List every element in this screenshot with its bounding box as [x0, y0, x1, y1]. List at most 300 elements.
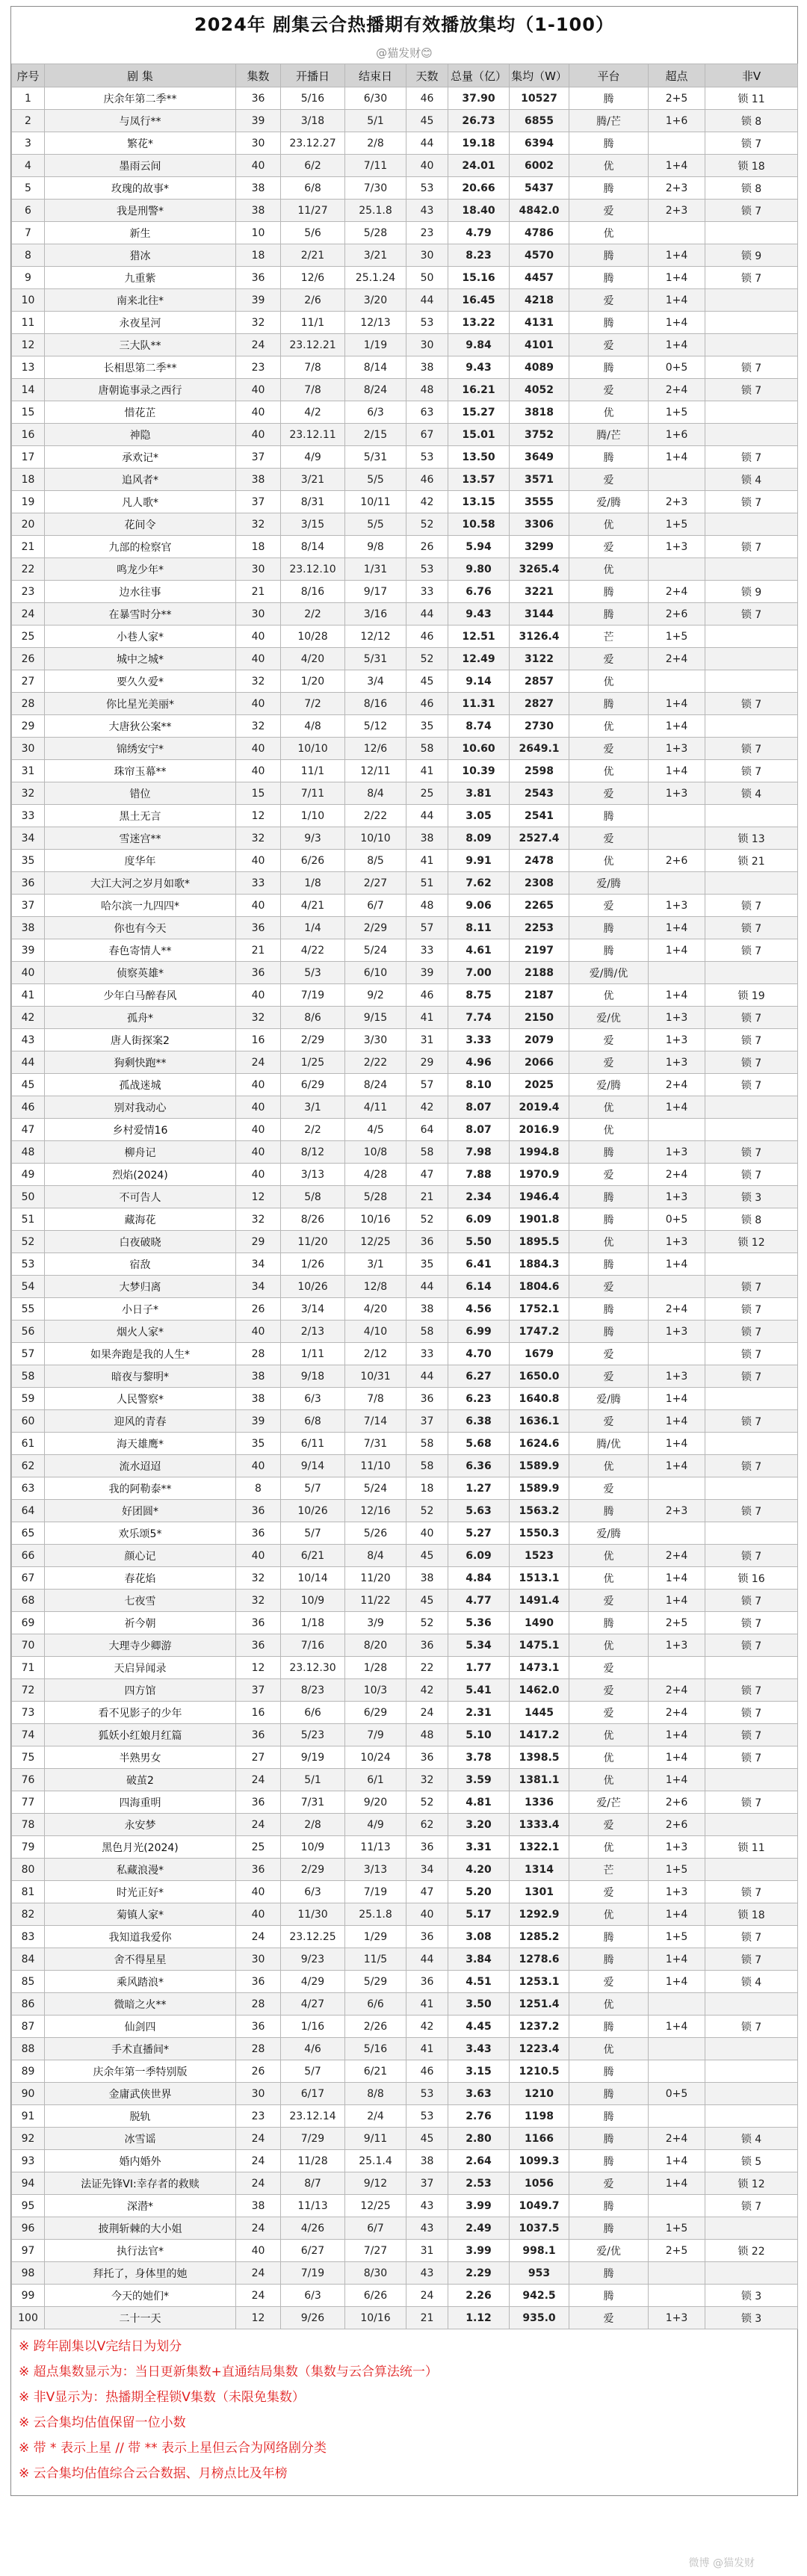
- cell-non-vip: 锁 7: [705, 1029, 798, 1051]
- cell-end-date: 12/25: [345, 2195, 406, 2217]
- cell-non-vip: [705, 1119, 798, 1141]
- cell-end-date: 11/5: [345, 1948, 406, 1971]
- cell-per-episode: 1679: [510, 1343, 569, 1365]
- table-row: [12, 850, 798, 872]
- cell-days: 33: [406, 1343, 448, 1365]
- cell-super-advance: 2+3: [649, 200, 705, 222]
- cell-super-advance: [649, 962, 705, 984]
- cell-days: 64: [406, 1119, 448, 1141]
- cell-start-date: 1/11: [281, 1343, 345, 1365]
- cell-episodes: 32: [236, 1590, 281, 1612]
- cell-days: 33: [406, 581, 448, 603]
- cell-platform: 腾: [569, 177, 649, 200]
- cell-rank: 51: [12, 1208, 45, 1231]
- cell-total: 6.41: [448, 1253, 510, 1276]
- cell-rank: 41: [12, 984, 45, 1007]
- cell-end-date: 8/20: [345, 1634, 406, 1657]
- cell-episodes: 24: [236, 2128, 281, 2150]
- cell-platform: 爱/腾: [569, 872, 649, 895]
- cell-total: 4.96: [448, 1051, 510, 1074]
- cell-non-vip: [705, 558, 798, 581]
- table-row: [12, 895, 798, 917]
- table-row: [12, 962, 798, 984]
- cell-per-episode: 1333.4: [510, 1814, 569, 1836]
- cell-per-episode: 2541: [510, 805, 569, 827]
- cell-start-date: 5/8: [281, 1186, 345, 1208]
- cell-episodes: 36: [236, 962, 281, 984]
- cell-rank: 79: [12, 1836, 45, 1859]
- cell-total: 3.84: [448, 1948, 510, 1971]
- cell-platform: 优: [569, 401, 649, 424]
- table-row: [12, 1859, 798, 1881]
- cell-platform: 芒: [569, 626, 649, 648]
- cell-start-date: 6/11: [281, 1433, 345, 1455]
- cell-super-advance: 0+5: [649, 2083, 705, 2105]
- cell-non-vip: 锁 7: [705, 939, 798, 962]
- cell-per-episode: 1253.1: [510, 1971, 569, 1993]
- cell-start-date: 1/10: [281, 805, 345, 827]
- table-row: [12, 1500, 798, 1522]
- column-header-super-advance: 超点: [649, 64, 705, 87]
- cell-platform: 腾: [569, 603, 649, 626]
- cell-super-advance: 1+3: [649, 1029, 705, 1051]
- cell-super-advance: 2+4: [649, 648, 705, 670]
- cell-per-episode: 1398.5: [510, 1746, 569, 1769]
- cell-start-date: 10/26: [281, 1500, 345, 1522]
- cell-super-advance: 1+4: [649, 984, 705, 1007]
- cell-rank: 69: [12, 1612, 45, 1634]
- cell-per-episode: 5437: [510, 177, 569, 200]
- cell-days: 47: [406, 1164, 448, 1186]
- cell-start-date: 6/6: [281, 1702, 345, 1724]
- cell-per-episode: 1473.1: [510, 1657, 569, 1679]
- cell-show-title: 黑土无言: [45, 805, 236, 827]
- cell-rank: 29: [12, 715, 45, 738]
- cell-show-title: 烟火人家*: [45, 1321, 236, 1343]
- ranking-sheet: [10, 6, 798, 2496]
- footnote: ※ 非V显示为：热播期全程锁V集数（未限免集数）: [19, 2390, 305, 2405]
- cell-super-advance: 1+4: [649, 1567, 705, 1590]
- cell-super-advance: 1+3: [649, 895, 705, 917]
- table-row: [12, 1948, 798, 1971]
- table-row: [12, 1096, 798, 1119]
- cell-start-date: 23.12.30: [281, 1657, 345, 1679]
- cell-per-episode: 3306: [510, 513, 569, 536]
- cell-per-episode: 10527: [510, 87, 569, 110]
- cell-rank: 52: [12, 1231, 45, 1253]
- cell-platform: 优: [569, 558, 649, 581]
- cell-super-advance: 1+4: [649, 1971, 705, 1993]
- cell-platform: 爱/优: [569, 1007, 649, 1029]
- cell-total: 3.99: [448, 2240, 510, 2262]
- cell-show-title: 迎风的青春: [45, 1410, 236, 1433]
- cell-platform: 爱: [569, 782, 649, 805]
- cell-super-advance: 2+4: [649, 1702, 705, 1724]
- cell-non-vip: [705, 626, 798, 648]
- cell-days: 35: [406, 1253, 448, 1276]
- cell-episodes: 40: [236, 1903, 281, 1926]
- cell-rank: 31: [12, 760, 45, 782]
- cell-super-advance: 2+6: [649, 1791, 705, 1814]
- cell-start-date: 23.12.27: [281, 132, 345, 155]
- table-row: [12, 1881, 798, 1903]
- cell-non-vip: [705, 289, 798, 312]
- cell-days: 45: [406, 110, 448, 132]
- cell-rank: 46: [12, 1096, 45, 1119]
- cell-end-date: 10/10: [345, 827, 406, 850]
- cell-days: 42: [406, 2016, 448, 2038]
- cell-total: 7.98: [448, 1141, 510, 1164]
- cell-show-title: 孤战迷城: [45, 1074, 236, 1096]
- cell-non-vip: 锁 7: [705, 1455, 798, 1477]
- table-row: [12, 2195, 798, 2217]
- cell-non-vip: [705, 1993, 798, 2016]
- cell-episodes: 38: [236, 200, 281, 222]
- cell-rank: 64: [12, 1500, 45, 1522]
- cell-platform: 腾: [569, 244, 649, 267]
- cell-days: 52: [406, 1500, 448, 1522]
- table-row: [12, 491, 798, 513]
- cell-end-date: 5/31: [345, 446, 406, 469]
- cell-start-date: 2/2: [281, 1119, 345, 1141]
- cell-show-title: 边水往事: [45, 581, 236, 603]
- cell-total: 2.26: [448, 2285, 510, 2307]
- cell-super-advance: 2+4: [649, 1074, 705, 1096]
- cell-rank: 72: [12, 1679, 45, 1702]
- cell-super-advance: 1+3: [649, 1051, 705, 1074]
- cell-super-advance: [649, 469, 705, 491]
- cell-total: 9.84: [448, 334, 510, 356]
- cell-per-episode: 2016.9: [510, 1119, 569, 1141]
- cell-days: 30: [406, 334, 448, 356]
- cell-super-advance: [649, 2038, 705, 2060]
- cell-show-title: 九重紫: [45, 267, 236, 289]
- cell-episodes: 39: [236, 110, 281, 132]
- cell-super-advance: 1+3: [649, 1365, 705, 1388]
- cell-total: 3.05: [448, 805, 510, 827]
- cell-rank: 17: [12, 446, 45, 469]
- cell-show-title: 大唐狄公案**: [45, 715, 236, 738]
- cell-days: 22: [406, 1657, 448, 1679]
- cell-start-date: 2/21: [281, 244, 345, 267]
- cell-episodes: 30: [236, 2083, 281, 2105]
- cell-total: 8.07: [448, 1119, 510, 1141]
- cell-total: 4.77: [448, 1590, 510, 1612]
- cell-end-date: 3/13: [345, 1859, 406, 1881]
- cell-super-advance: 1+4: [649, 1590, 705, 1612]
- cell-total: 8.09: [448, 827, 510, 850]
- cell-per-episode: 2649.1: [510, 738, 569, 760]
- cell-per-episode: 1049.7: [510, 2195, 569, 2217]
- cell-total: 24.01: [448, 155, 510, 177]
- cell-days: 35: [406, 715, 448, 738]
- cell-end-date: 2/12: [345, 1343, 406, 1365]
- cell-end-date: 12/16: [345, 1500, 406, 1522]
- cell-show-title: 烈焰(2024): [45, 1164, 236, 1186]
- cell-episodes: 38: [236, 1365, 281, 1388]
- cell-days: 52: [406, 1208, 448, 1231]
- table-row: [12, 446, 798, 469]
- cell-super-advance: 1+5: [649, 401, 705, 424]
- table-row: [12, 1388, 798, 1410]
- cell-days: 44: [406, 289, 448, 312]
- ranking-table: [11, 64, 798, 2329]
- table-row: [12, 1791, 798, 1814]
- cell-end-date: 5/24: [345, 1477, 406, 1500]
- cell-rank: 50: [12, 1186, 45, 1208]
- cell-non-vip: [705, 1769, 798, 1791]
- cell-rank: 61: [12, 1433, 45, 1455]
- cell-days: 53: [406, 2083, 448, 2105]
- cell-super-advance: 1+3: [649, 1634, 705, 1657]
- cell-total: 6.23: [448, 1388, 510, 1410]
- cell-start-date: 9/26: [281, 2307, 345, 2329]
- cell-total: 4.20: [448, 1859, 510, 1881]
- cell-show-title: 鸣龙少年*: [45, 558, 236, 581]
- cell-episodes: 12: [236, 1657, 281, 1679]
- cell-rank: 36: [12, 872, 45, 895]
- cell-end-date: 5/16: [345, 2038, 406, 2060]
- cell-per-episode: 1099.3: [510, 2150, 569, 2172]
- cell-per-episode: 3144: [510, 603, 569, 626]
- cell-platform: 优: [569, 1746, 649, 1769]
- cell-episodes: 24: [236, 1814, 281, 1836]
- cell-total: 3.81: [448, 782, 510, 805]
- cell-show-title: 乘风踏浪*: [45, 1971, 236, 1993]
- cell-super-advance: 1+3: [649, 738, 705, 760]
- cell-start-date: 1/16: [281, 2016, 345, 2038]
- footnote: ※ 云合集均估值保留一位小数: [19, 2415, 186, 2430]
- cell-super-advance: 1+5: [649, 2217, 705, 2240]
- cell-non-vip: 锁 7: [705, 1410, 798, 1433]
- cell-end-date: 10/16: [345, 1208, 406, 1231]
- cell-start-date: 1/25: [281, 1051, 345, 1074]
- cell-platform: 优: [569, 1724, 649, 1746]
- cell-start-date: 5/7: [281, 2060, 345, 2083]
- cell-start-date: 10/26: [281, 1276, 345, 1298]
- cell-platform: 优: [569, 1769, 649, 1791]
- footnote: ※ 跨年剧集以V完结日为划分: [19, 2339, 182, 2354]
- cell-start-date: 4/6: [281, 2038, 345, 2060]
- cell-rank: 22: [12, 558, 45, 581]
- cell-start-date: 4/20: [281, 648, 345, 670]
- cell-rank: 10: [12, 289, 45, 312]
- cell-episodes: 15: [236, 782, 281, 805]
- cell-days: 57: [406, 917, 448, 939]
- cell-days: 53: [406, 312, 448, 334]
- cell-end-date: 3/1: [345, 1253, 406, 1276]
- cell-days: 18: [406, 1477, 448, 1500]
- table-row: [12, 1119, 798, 1141]
- cell-platform: 腾: [569, 1500, 649, 1522]
- cell-platform: 爱: [569, 1343, 649, 1365]
- cell-episodes: 24: [236, 2172, 281, 2195]
- cell-total: 6.99: [448, 1321, 510, 1343]
- cell-total: 10.60: [448, 738, 510, 760]
- cell-show-title: 拜托了，身体里的她: [45, 2262, 236, 2285]
- cell-rank: 21: [12, 536, 45, 558]
- cell-episodes: 30: [236, 1948, 281, 1971]
- cell-show-title: 庆余年第二季**: [45, 87, 236, 110]
- cell-episodes: 36: [236, 267, 281, 289]
- cell-days: 41: [406, 1993, 448, 2016]
- table-row: [12, 1276, 798, 1298]
- table-row: [12, 1993, 798, 2016]
- cell-rank: 73: [12, 1702, 45, 1724]
- cell-episodes: 24: [236, 2217, 281, 2240]
- cell-start-date: 8/16: [281, 581, 345, 603]
- cell-end-date: 6/10: [345, 962, 406, 984]
- cell-total: 3.63: [448, 2083, 510, 2105]
- cell-show-title: 繁花*: [45, 132, 236, 155]
- cell-rank: 3: [12, 132, 45, 155]
- cell-start-date: 2/2: [281, 603, 345, 626]
- cell-days: 43: [406, 2217, 448, 2240]
- cell-platform: 腾: [569, 1298, 649, 1321]
- cell-total: 15.01: [448, 424, 510, 446]
- cell-rank: 27: [12, 670, 45, 693]
- cell-days: 45: [406, 1590, 448, 1612]
- cell-start-date: 4/22: [281, 939, 345, 962]
- cell-per-episode: 4457: [510, 267, 569, 289]
- cell-start-date: 7/8: [281, 379, 345, 401]
- cell-total: 2.53: [448, 2172, 510, 2195]
- cell-start-date: 4/29: [281, 1971, 345, 1993]
- cell-episodes: 8: [236, 1477, 281, 1500]
- cell-end-date: 6/6: [345, 1993, 406, 2016]
- cell-super-advance: 1+3: [649, 1836, 705, 1859]
- cell-episodes: 36: [236, 1859, 281, 1881]
- cell-show-title: 二十一天: [45, 2307, 236, 2329]
- cell-total: 6.27: [448, 1365, 510, 1388]
- cell-non-vip: 锁 7: [705, 1746, 798, 1769]
- cell-days: 44: [406, 603, 448, 626]
- table-row: [12, 1769, 798, 1791]
- cell-show-title: 孤舟*: [45, 1007, 236, 1029]
- cell-days: 38: [406, 1567, 448, 1590]
- cell-days: 58: [406, 1455, 448, 1477]
- cell-platform: 优: [569, 513, 649, 536]
- cell-episodes: 36: [236, 87, 281, 110]
- cell-end-date: 7/31: [345, 1433, 406, 1455]
- cell-end-date: 12/25: [345, 1231, 406, 1253]
- cell-episodes: 40: [236, 648, 281, 670]
- cell-days: 44: [406, 132, 448, 155]
- cell-show-title: 七夜雪: [45, 1590, 236, 1612]
- cell-per-episode: 2857: [510, 670, 569, 693]
- cell-per-episode: 4131: [510, 312, 569, 334]
- table-row: [12, 1231, 798, 1253]
- cell-episodes: 40: [236, 155, 281, 177]
- cell-rank: 58: [12, 1365, 45, 1388]
- table-row: [12, 1343, 798, 1365]
- footnote: ※ 超点集数显示为：当日更新集数+直通结局集数（集数与云合算法统一）: [19, 2365, 438, 2379]
- cell-episodes: 40: [236, 401, 281, 424]
- cell-end-date: 4/28: [345, 1164, 406, 1186]
- cell-rank: 99: [12, 2285, 45, 2307]
- cell-days: 39: [406, 962, 448, 984]
- cell-start-date: 8/7: [281, 2172, 345, 2195]
- cell-per-episode: 3122: [510, 648, 569, 670]
- cell-per-episode: 1475.1: [510, 1634, 569, 1657]
- cell-total: 4.51: [448, 1971, 510, 1993]
- cell-show-title: 不可告人: [45, 1186, 236, 1208]
- cell-rank: 33: [12, 805, 45, 827]
- table-row: [12, 939, 798, 962]
- cell-episodes: 23: [236, 2105, 281, 2128]
- cell-start-date: 10/14: [281, 1567, 345, 1590]
- cell-per-episode: 1994.8: [510, 1141, 569, 1164]
- cell-rank: 40: [12, 962, 45, 984]
- cell-super-advance: [649, 1993, 705, 2016]
- cell-non-vip: 锁 7: [705, 1590, 798, 1612]
- cell-start-date: 5/6: [281, 222, 345, 244]
- cell-platform: 爱: [569, 1881, 649, 1903]
- cell-rank: 62: [12, 1455, 45, 1477]
- cell-rank: 94: [12, 2172, 45, 2195]
- cell-rank: 74: [12, 1724, 45, 1746]
- cell-end-date: 7/19: [345, 1881, 406, 1903]
- cell-non-vip: [705, 1477, 798, 1500]
- cell-episodes: 36: [236, 1724, 281, 1746]
- cell-platform: 爱: [569, 648, 649, 670]
- cell-super-advance: 1+4: [649, 334, 705, 356]
- cell-days: 46: [406, 984, 448, 1007]
- table-row: [12, 1208, 798, 1231]
- cell-episodes: 30: [236, 132, 281, 155]
- cell-platform: 爱: [569, 2172, 649, 2195]
- cell-non-vip: 锁 7: [705, 1612, 798, 1634]
- cell-end-date: 6/1: [345, 1769, 406, 1791]
- cell-non-vip: [705, 1388, 798, 1410]
- table-row: [12, 760, 798, 782]
- cell-super-advance: [649, 805, 705, 827]
- cell-total: 4.56: [448, 1298, 510, 1321]
- cell-non-vip: 锁 16: [705, 1567, 798, 1590]
- cell-per-episode: 1970.9: [510, 1164, 569, 1186]
- cell-rank: 32: [12, 782, 45, 805]
- cell-start-date: 23.12.11: [281, 424, 345, 446]
- cell-total: 8.23: [448, 244, 510, 267]
- table-row: [12, 2262, 798, 2285]
- cell-rank: 38: [12, 917, 45, 939]
- cell-days: 53: [406, 558, 448, 581]
- cell-rank: 67: [12, 1567, 45, 1590]
- cell-platform: 腾: [569, 917, 649, 939]
- table-row: [12, 1433, 798, 1455]
- cell-total: 1.27: [448, 1477, 510, 1500]
- cell-days: 41: [406, 2038, 448, 2060]
- cell-platform: 爱: [569, 1971, 649, 1993]
- cell-start-date: 5/16: [281, 87, 345, 110]
- cell-per-episode: 1901.8: [510, 1208, 569, 1231]
- table-row: [12, 1545, 798, 1567]
- table-row: [12, 513, 798, 536]
- cell-per-episode: 1381.1: [510, 1769, 569, 1791]
- cell-super-advance: 2+4: [649, 379, 705, 401]
- cell-start-date: 3/18: [281, 110, 345, 132]
- cell-super-advance: [649, 1657, 705, 1679]
- cell-total: 5.27: [448, 1522, 510, 1545]
- cell-days: 33: [406, 939, 448, 962]
- cell-days: 25: [406, 782, 448, 805]
- cell-episodes: 32: [236, 1567, 281, 1590]
- cell-non-vip: [705, 2083, 798, 2105]
- cell-end-date: 10/16: [345, 2307, 406, 2329]
- column-header-rank: 序号: [12, 64, 45, 87]
- cell-rank: 42: [12, 1007, 45, 1029]
- cell-end-date: 6/26: [345, 2285, 406, 2307]
